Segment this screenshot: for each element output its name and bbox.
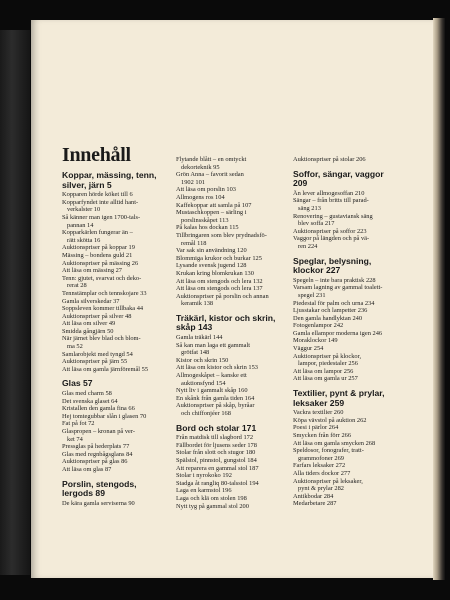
toc-entry: Grön Anna – favorit sedan 1902 101 [176,171,244,186]
toc-entry: Mustaschkoppen – särling i porslinsskåpet 113 [176,209,247,224]
toc-entry: Att läsa om porslin 103 [176,186,236,194]
toc-entry: Nytt tyg på gammal stol 200 [176,502,249,510]
toc-entry: Auktionspriser på mässing 26 [62,259,139,267]
toc-entry: Kopparfyndet inte alltid hant- verkalster 10 [62,198,139,214]
toc-section [293,257,398,384]
toc-section [293,389,398,508]
toc-entry: Tillbringaren som blev prydnadsfö- remål 118 [176,231,267,247]
toc-entry: Stadga åt rangliq 80-talsstol 194 [176,479,259,487]
toc-entry: Kaffekoppar att samla på 107 [176,201,252,209]
toc-section [176,156,281,308]
toc-entry: Att läsa om gamla smycken 268 [293,439,376,447]
toc-entry: Krukan kring blomkrukan 130 [176,269,254,277]
toc-entry: Att läsa om silver 49 [62,320,116,328]
toc-entry: Moraklockor 149 [293,337,338,345]
toc-entry: Glaspropen – kronan på ver- ket 74 [62,428,135,443]
toc-entry: Flytande blått – en omtyckt dekorteknik 95 [176,156,247,171]
toc-entry: Väggur 254 [293,345,324,353]
toc-entry: Sängar – från britts till parad- säng 213 [293,197,369,212]
toc-entry: Varsam lagning av gammal toalett- spegel 231 [293,284,383,299]
toc-entry: Att läsa om kistor och skrin 153 [176,364,259,372]
toc-entry: Att reparera en gammal stol 187 [176,464,259,472]
toc-section-title: Soffor, sängar, vaggor 209 [293,168,384,189]
toc-entry: Vackra textilier 260 [293,409,344,417]
toc-entry: Pressglas på hederplats 77 [62,443,130,451]
toc-entry: Gamla träkärl 144 [176,334,223,342]
toc-column-2 [176,156,281,510]
toc-entry: Auktionspriser på porslin och annan keramik 138 [176,292,269,308]
toc-entry: Kopparkärlen fungerar än – rätt skötta 16 [62,229,133,244]
toc-entry: Poesi i pärlor 264 [293,424,339,432]
toc-entry: Fat på fot 72 [62,420,95,428]
toc-entry: Nytt liv i gammalt skåp 160 [176,387,248,395]
toc-entry: Auktionspriser på klockor, lampor, piedestaler 256 [293,352,362,368]
toc-entry: Det svenska glaset 64 [62,397,118,405]
book-cover-edge [0,30,30,575]
toc-entry: Kristallen den gamla fina 66 [62,405,135,413]
toc-entry: Glas med charm 58 [62,390,112,398]
toc-entry: Kopparen hörde köket till 6 [62,191,133,199]
toc-section-title: Speglar, belysning, klockor 227 [293,255,372,276]
toc-entry: Ljusstakar och lampetter 236 [293,307,368,315]
toc-entry: Att läsa om stengods och lera 132 [176,277,263,285]
toc-entry: Glas med regnbågsglans 84 [62,450,133,458]
toc-entry: Auktionspriser på stolar 206 [293,156,366,163]
toc-section-title: Bord och stolar 171 [176,422,257,433]
toc-entry: Från matdisk till slagbord 172 [176,434,254,442]
toc-entry: Lysande svensk jugend 128 [176,262,247,270]
toc-entry: Än lever allmogesoffan 210 [293,189,365,197]
toc-entry: Tennstämplar och tennskojare 33 [62,289,147,297]
toc-entry: Auktionspriser på silver 48 [62,312,132,320]
toc-entry: Auktionspriser på leksaker, pynt & prylar 282 [293,477,363,493]
toc-entry: En skånk från gamla tiden 164 [176,394,255,402]
toc-entry: Gamla silverskedar 37 [62,297,120,305]
toc-entry: Laga en karmstol 196 [176,487,232,495]
toc-section-title: Textilier, pynt & prylar, leksaker 259 [293,388,385,408]
toc-entry: Auktionspriser på glas 86 [62,458,128,466]
toc-column-3 [293,156,398,508]
toc-entry: Soppsleven kommer tillbaka 44 [62,305,144,313]
toc-entry: Mässing – bondens guld 21 [62,251,133,259]
toc-entry: De kära gamla serviserna 90 [62,499,135,507]
toc-entry: Smycken från förr 266 [293,432,352,439]
toc-entry: Att läsa om lampor 256 [293,367,354,375]
toc-entry: Spälstol, pinnstol, gungstol 184 [176,456,257,464]
toc-entry: När järnet blev blad och blom- ma 52 [62,335,141,351]
toc-entry: Fällbordet för ljusens seder 178 [176,441,257,449]
toc-entry: Auktionspriser på soffor 223 [293,227,367,235]
toc-entry: Den gamla handlyktan 240 [293,314,363,322]
toc-entry: Tenn: gjutet, svarvat och deko- rerat 28 [62,274,142,290]
toc-entry: Stolar i nyrokoko 192 [176,472,232,480]
toc-column-1 [62,171,167,507]
toc-entry: Blommiga krukor och burkar 125 [176,254,262,262]
toc-section [62,379,167,473]
toc-entry: Kistor och skrin 150 [176,356,229,364]
toc-section-title: Glas 57 [62,378,93,389]
toc-entry: Fotogenlampor 242 [293,322,344,330]
toc-section [176,424,281,511]
toc-entry: Auktionspriser på koppar 19 [62,244,135,252]
page-stack-edge [433,18,445,580]
toc-entry: Att läsa om glas 87 [62,465,112,473]
toc-entry: Piedestal för palm och urna 234 [293,299,375,307]
toc-section-title: Porslin, stengods, lergods 89 [62,478,137,499]
toc-entry: Så kan man laga ett gammalt grötfat 148 [176,341,251,357]
toc-entry: Att läsa om mässing 27 [62,267,122,275]
toc-entry: Antikbodar 284 [293,492,334,500]
toc-entry: Att läsa om stengods och lera 137 [176,285,263,293]
toc-section [176,314,281,418]
toc-entry: Farfars leksaker 272 [293,462,346,470]
toc-section [62,171,167,373]
toc-entry: Att läsa om gamla järnföremål 55 [62,365,149,373]
toc-entry: Renovering – gustaviansk säng blev soffa 217 [293,212,373,228]
toc-entry: Alla tiders dockor 277 [293,469,351,477]
toc-section-title: Träkärl, kistor och skrin, skåp 143 [176,312,276,333]
toc-entry: Var sak sin användning 120 [176,247,247,255]
toc-section [62,480,167,508]
toc-entry: Hej tomtegubbar slån i glasen 70 [62,412,147,420]
toc-entry: Medarbetare 287 [293,500,337,508]
toc-section [293,156,398,164]
page-title: Innehåll [62,144,131,166]
toc-entry: Att läsa om gamla ur 257 [293,375,358,383]
toc-entry: Så känner man igen 1700-tals- pannan 14 [62,213,141,229]
toc-entry: Auktionspriser på järn 55 [62,358,128,366]
toc-entry: Samlarobjekt med tyngd 54 [62,350,133,358]
toc-entry: Vaggor på längden och på vä- ren 224 [293,235,370,250]
toc-entry: Auktionspriser på skåp, byråar och chiffonjéer 168 [176,402,255,417]
toc-section-title: Koppar, mässing, tenn, silver, järn 5 [62,170,157,190]
toc-entry: Spegeln – inte bara praktisk 228 [293,276,376,284]
toc-section [293,170,398,251]
toc-entry: Allmogens ros 104 [176,193,225,201]
toc-entry: Allmogeskåpet – kanske ett auktionsfynd 154 [176,372,247,387]
toc-entry: Stolar från slott och stugor 180 [176,449,256,457]
toc-entry: Smidda gångjärn 50 [62,327,114,335]
toc-entry: Speldosor, fonografer, tratt- grammofoner 269 [293,447,364,462]
toc-entry: På kalas hos dockan 115 [176,224,239,232]
toc-entry: Köpa vävstol på auktion 262 [293,416,367,424]
toc-entry: Gamla ellampor moderna igen 246 [293,329,383,337]
toc-entry: Laga och klä om stolen 198 [176,494,247,502]
